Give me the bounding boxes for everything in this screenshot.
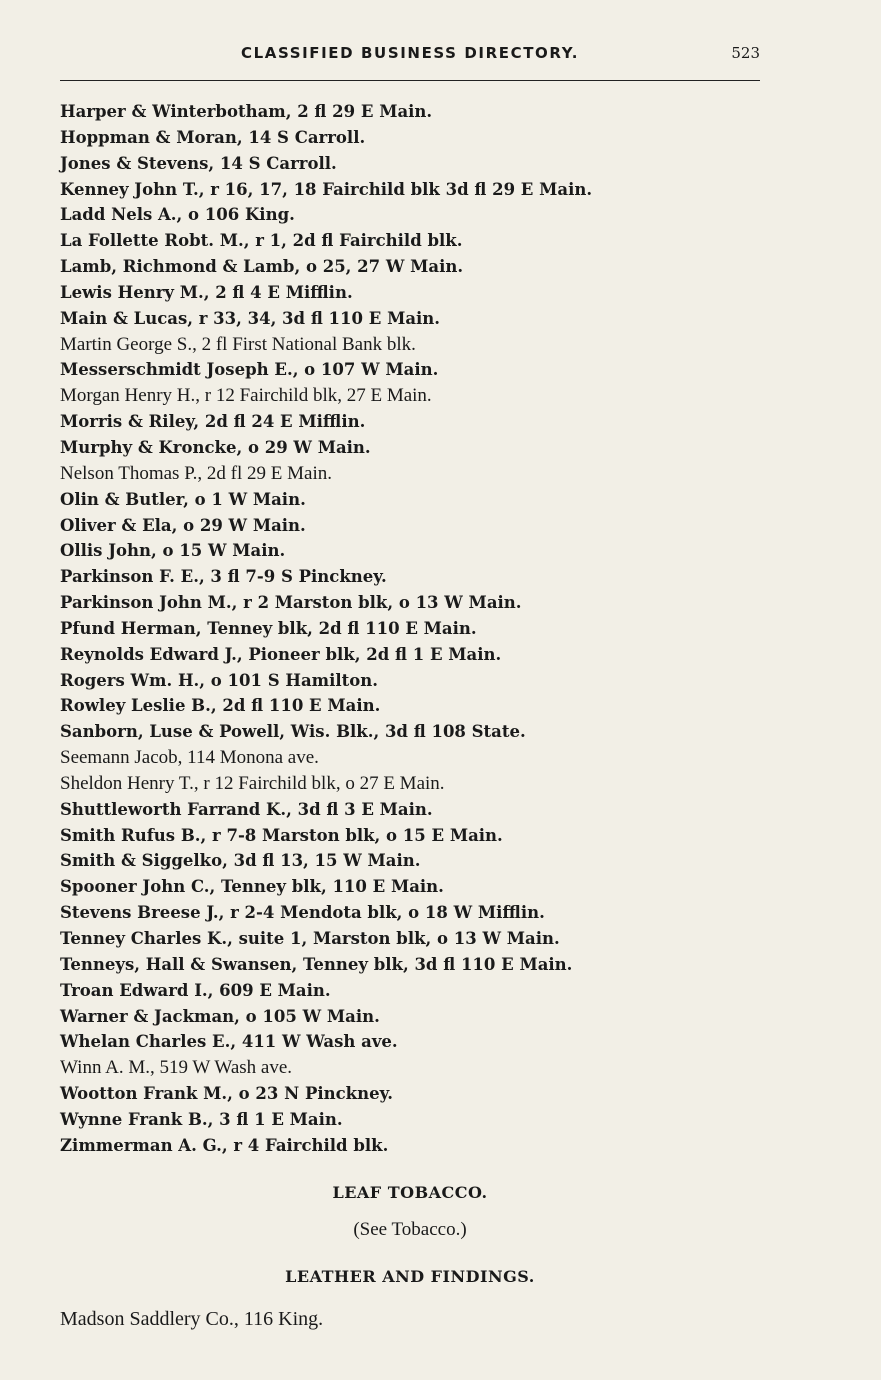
list-item: Nelson Thomas P., 2d fl 29 E Main.: [60, 462, 332, 484]
list-item: Ladd Nels A., o 106 King.: [60, 205, 295, 225]
list-item: Messerschmidt Joseph E., o 107 W Main.: [60, 360, 439, 380]
list-item: Murphy & Kroncke, o 29 W Main.: [60, 437, 371, 457]
list-item: Smith Rufus B., r 7-8 Marston blk, o 15 E Main.: [60, 825, 503, 845]
list-item: Jones & Stevens, 14 S Carroll.: [60, 153, 337, 173]
list-item: Spooner John C., Tenney blk, 110 E Main.: [60, 877, 444, 897]
list-item: Lewis Henry M., 2 fl 4 E Mifflin.: [60, 282, 353, 302]
list-item: Zimmerman A. G., r 4 Fairchild blk.: [60, 1135, 389, 1155]
page-header: [60, 44, 760, 68]
list-item: Rogers Wm. H., o 101 S Hamilton.: [60, 670, 379, 690]
list-item: Oliver & Ela, o 29 W Main.: [60, 515, 306, 535]
list-item: Wootton Frank M., o 23 N Pinckney.: [60, 1084, 394, 1104]
page-number: 523: [731, 44, 760, 62]
list-item: Tenneys, Hall & Swansen, Tenney blk, 3d fl 110 E Main.: [60, 954, 573, 974]
list-item: Parkinson F. E., 3 fl 7-9 S Pinckney.: [60, 567, 387, 587]
list-item: Smith & Siggelko, 3d fl 13, 15 W Main.: [60, 851, 421, 871]
list-item: Pfund Herman, Tenney blk, 2d fl 110 E Main.: [60, 618, 477, 638]
list-item: Madson Saddlery Co., 116 King.: [60, 1308, 324, 1330]
list-item: Harper & Winterbotham, 2 fl 29 E Main.: [60, 102, 433, 121]
list-item: Reynolds Edward J., Pioneer blk, 2d fl 1 E Main.: [60, 644, 502, 664]
list-item: Sheldon Henry T., r 12 Fairchild blk, o 27 E Main.: [60, 772, 445, 794]
list-item: Winn A. M., 519 W Wash ave.: [60, 1057, 293, 1079]
list-item: Olin & Butler, o 1 W Main.: [60, 489, 306, 509]
list-item: Kenney John T., r 16, 17, 18 Fairchild blk 3d fl 29 E Main.: [60, 179, 593, 199]
list-item: Whelan Charles E., 411 W Wash ave.: [60, 1032, 398, 1052]
list-item: La Follette Robt. M., r 1, 2d fl Fairchild blk.: [60, 231, 463, 251]
list-item: Lamb, Richmond & Lamb, o 25, 27 W Main.: [60, 257, 464, 277]
list-item: Morgan Henry H., r 12 Fairchild blk, 27 E Main.: [60, 385, 432, 407]
section-heading-leather-and-findings: LEATHER AND FINDINGS.: [285, 1267, 535, 1286]
list-item: Troan Edward I., 609 E Main.: [60, 980, 331, 1000]
list-item: Main & Lucas, r 33, 34, 3d fl 110 E Main.: [60, 308, 441, 328]
list-item: Tenney Charles K., suite 1, Marston blk, o 13 W Main.: [60, 929, 560, 948]
header-rule: [60, 80, 760, 81]
list-item: Rowley Leslie B., 2d fl 110 E Main.: [60, 696, 381, 716]
list-item: Sanborn, Luse & Powell, Wis. Blk., 3d fl 108 State.: [60, 722, 526, 742]
list-item: Hoppman & Moran, 14 S Carroll.: [60, 127, 366, 147]
list-item: Morris & Riley, 2d fl 24 E Mifflin.: [60, 412, 366, 432]
list-item: Martin George S., 2 fl First National Bank blk.: [60, 333, 416, 355]
list-item: Shuttleworth Farrand K., 3d fl 3 E Main.: [60, 799, 433, 819]
list-item: Wynne Frank B., 3 fl 1 E Main.: [60, 1109, 343, 1129]
list-item: Parkinson John M., r 2 Marston blk, o 13 W Main.: [60, 593, 522, 613]
list-item: Ollis John, o 15 W Main.: [60, 541, 286, 561]
page-title: CLASSIFIED BUSINESS DIRECTORY.: [240, 44, 580, 62]
section-heading-leaf-tobacco: LEAF TOBACCO.: [332, 1183, 488, 1202]
list-item: Stevens Breese J., r 2-4 Mendota blk, o 18 W Mifflin.: [60, 903, 545, 923]
list-item: Warner & Jackman, o 105 W Main.: [60, 1006, 380, 1026]
directory-entries: [60, 99, 800, 1159]
see-reference-note: (See Tobacco.): [353, 1219, 467, 1240]
list-item: Seemann Jacob, 114 Monona ave.: [60, 747, 319, 769]
